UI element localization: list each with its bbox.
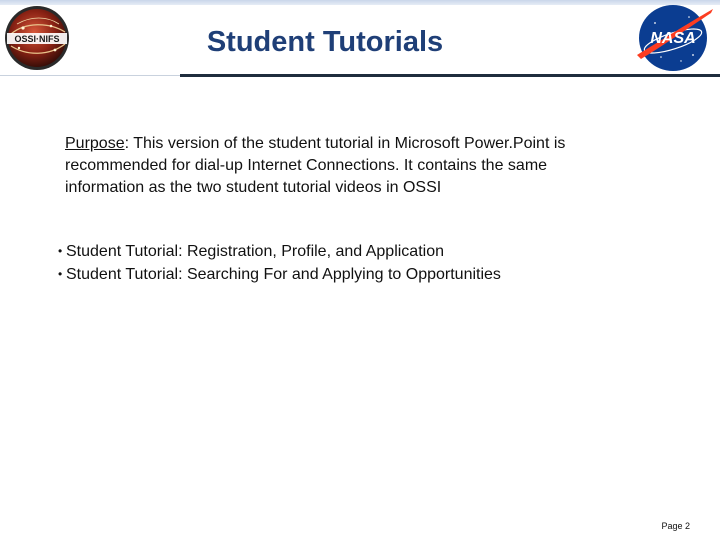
svg-text:OSSI·NIFS: OSSI·NIFS xyxy=(14,34,60,44)
list-item-text: Student Tutorial: Searching For and Applying to Opportunities xyxy=(66,266,501,283)
bullet-icon: • xyxy=(58,267,63,281)
purpose-label: Purpose xyxy=(65,135,125,152)
purpose-text: : This version of the student tutorial in Microsoft Power.Point is recommended for dial-up Internet Connections. It contains the same information as the two student tutorial videos in OSSI xyxy=(65,135,566,196)
list-item xyxy=(58,240,658,263)
page-number: Page 2 xyxy=(661,521,690,531)
page-title: Student Tutorials xyxy=(206,26,444,58)
top-band xyxy=(0,0,720,5)
bullet-icon: • xyxy=(58,244,63,258)
tutorial-list xyxy=(58,240,658,286)
svg-text:NASA: NASA xyxy=(650,30,696,47)
purpose-paragraph xyxy=(65,133,605,199)
header-rule xyxy=(180,74,720,77)
nasa-logo-icon xyxy=(631,3,715,73)
header-rule-left xyxy=(0,75,180,76)
ossi-nifs-logo-icon xyxy=(3,4,71,72)
list-item xyxy=(58,263,658,286)
list-item-text: Student Tutorial: Registration, Profile, and Application xyxy=(66,243,444,260)
